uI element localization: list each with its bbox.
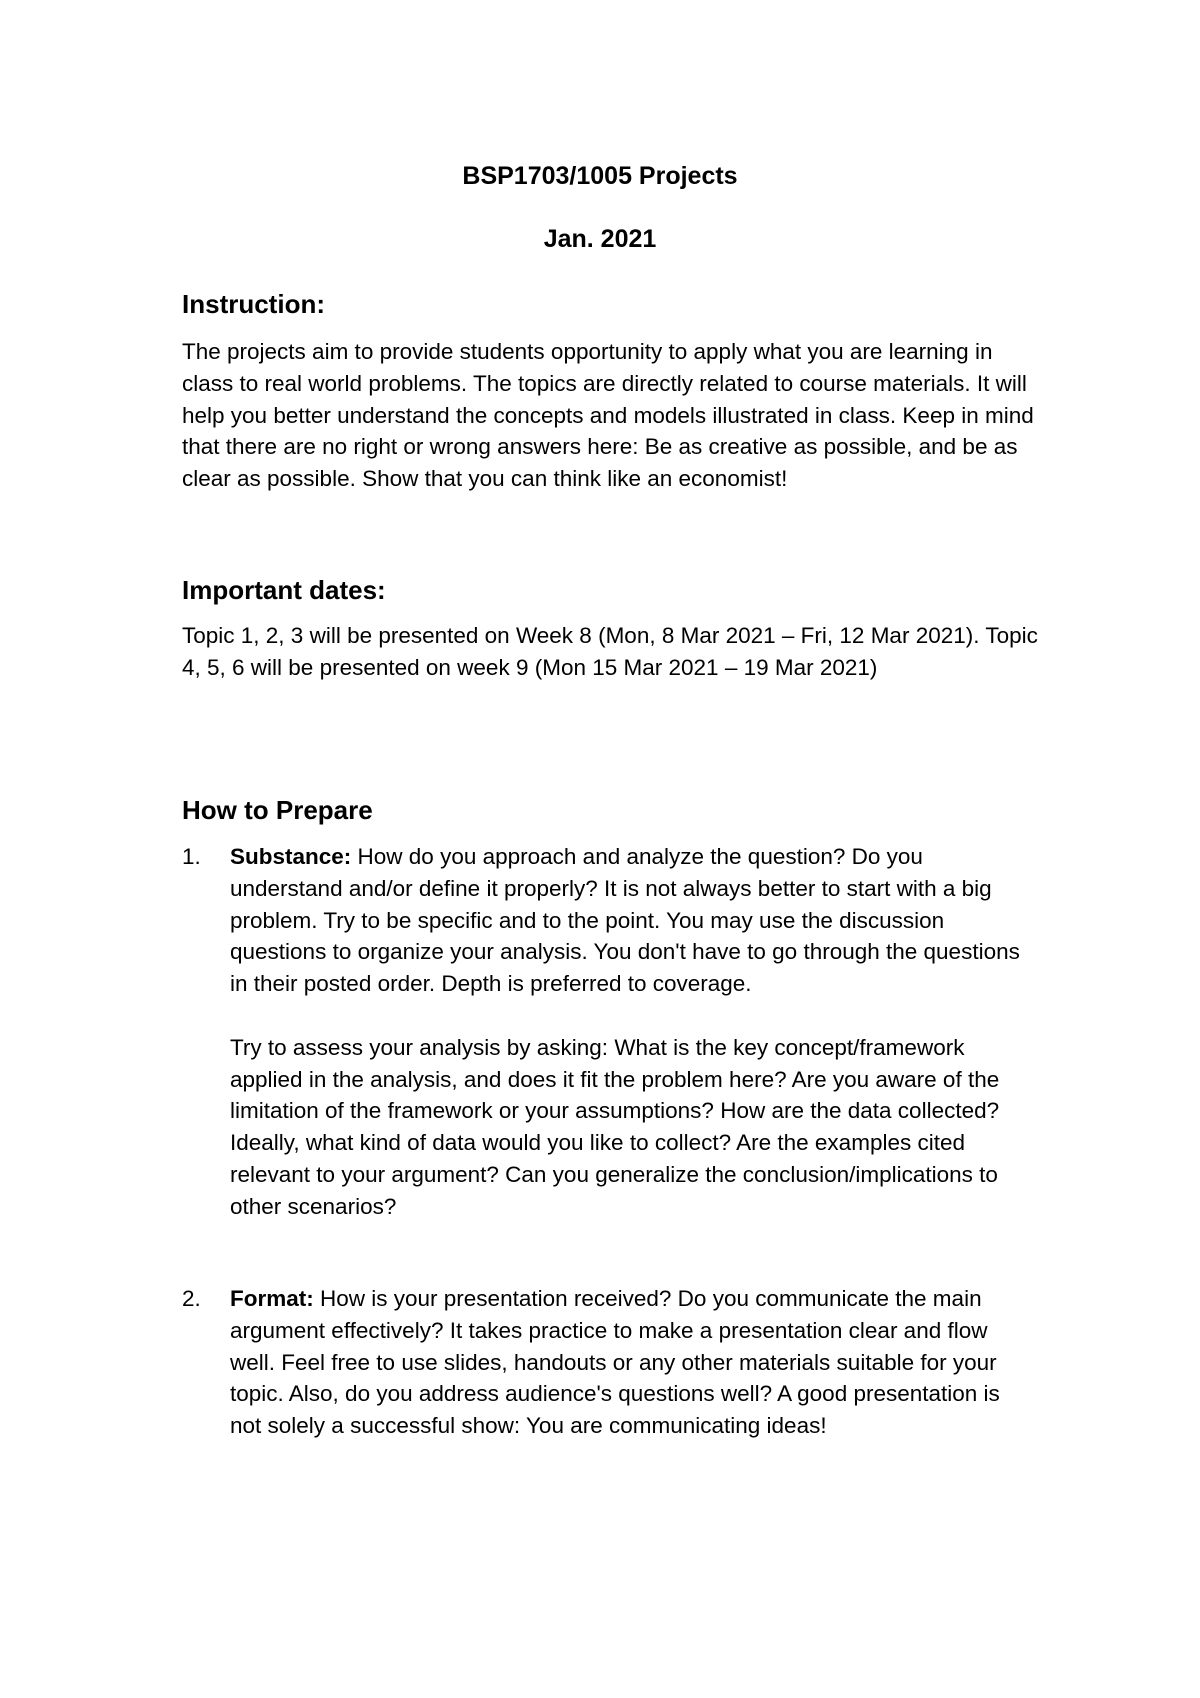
list-item-number: 1. [182, 844, 201, 869]
document-title: BSP1703/1005 Projects [462, 162, 738, 190]
instruction-heading: Instruction: [182, 289, 325, 319]
document-date: Jan. 2021 [543, 225, 657, 253]
list-item-body [230, 841, 1030, 1254]
substance-lead: Substance: [230, 844, 352, 869]
list-item-body [230, 1283, 1030, 1474]
list-item-number: 2. [182, 1286, 201, 1311]
important-dates-heading: Important dates: [182, 575, 386, 605]
substance-text: How do you approach and analyze the question? Do you understand and/or define it properly? It is not always better to start with a big problem. Try to be specific and to the point. You may use the discussion questions to organize your analysis. You don't have to go through the questions in their posted order. Depth is preferred to coverage. [230, 844, 1020, 997]
substance-follow-up: Try to assess your analysis by asking: What is the key concept/framework applied in the analysis, and does it fit the problem here? Are you aware of the limitation of the framework or your assumptions? How are the data collected? Ideally, what kind of data would you like to collect? Are the examples cited relevant to your argument? Can you generalize the conclusion/implications to other scenarios? [230, 1034, 1000, 1219]
format-paragraph [230, 1283, 1030, 1442]
format-text: How is your presentation received? Do you communicate the main argument effectively? It takes practice to make a presentation clear and flow well. Feel free to use slides, handouts or any other materials suitable for your topic. Also, do you address audience's questions well? A good presentation is not solely a successful show: You are communicating ideas! [230, 1286, 1000, 1439]
format-lead: Format: [230, 1286, 314, 1311]
instruction-text: The projects aim to provide students opportunity to apply what you are learning in class to real world problems. The topics are directly related to course materials. It will help you better understand the concepts and models illustrated in class. Keep in mind that there are no right or wrong answers here: Be as creative as possible, and be as clear as possible. Show that you can think like an economist! [182, 339, 1034, 492]
important-dates-text: Topic 1, 2, 3 will be presented on Week 8 (Mon, 8 Mar 2021 – Fri, 12 Mar 2021). Topic 4, 5, 6 will be presented on week 9 (Mon 15 Mar 2021 – 19 Mar 2021) [182, 623, 1038, 680]
how-to-prepare-heading: How to Prepare [182, 795, 373, 825]
substance-paragraph [230, 841, 1030, 1000]
